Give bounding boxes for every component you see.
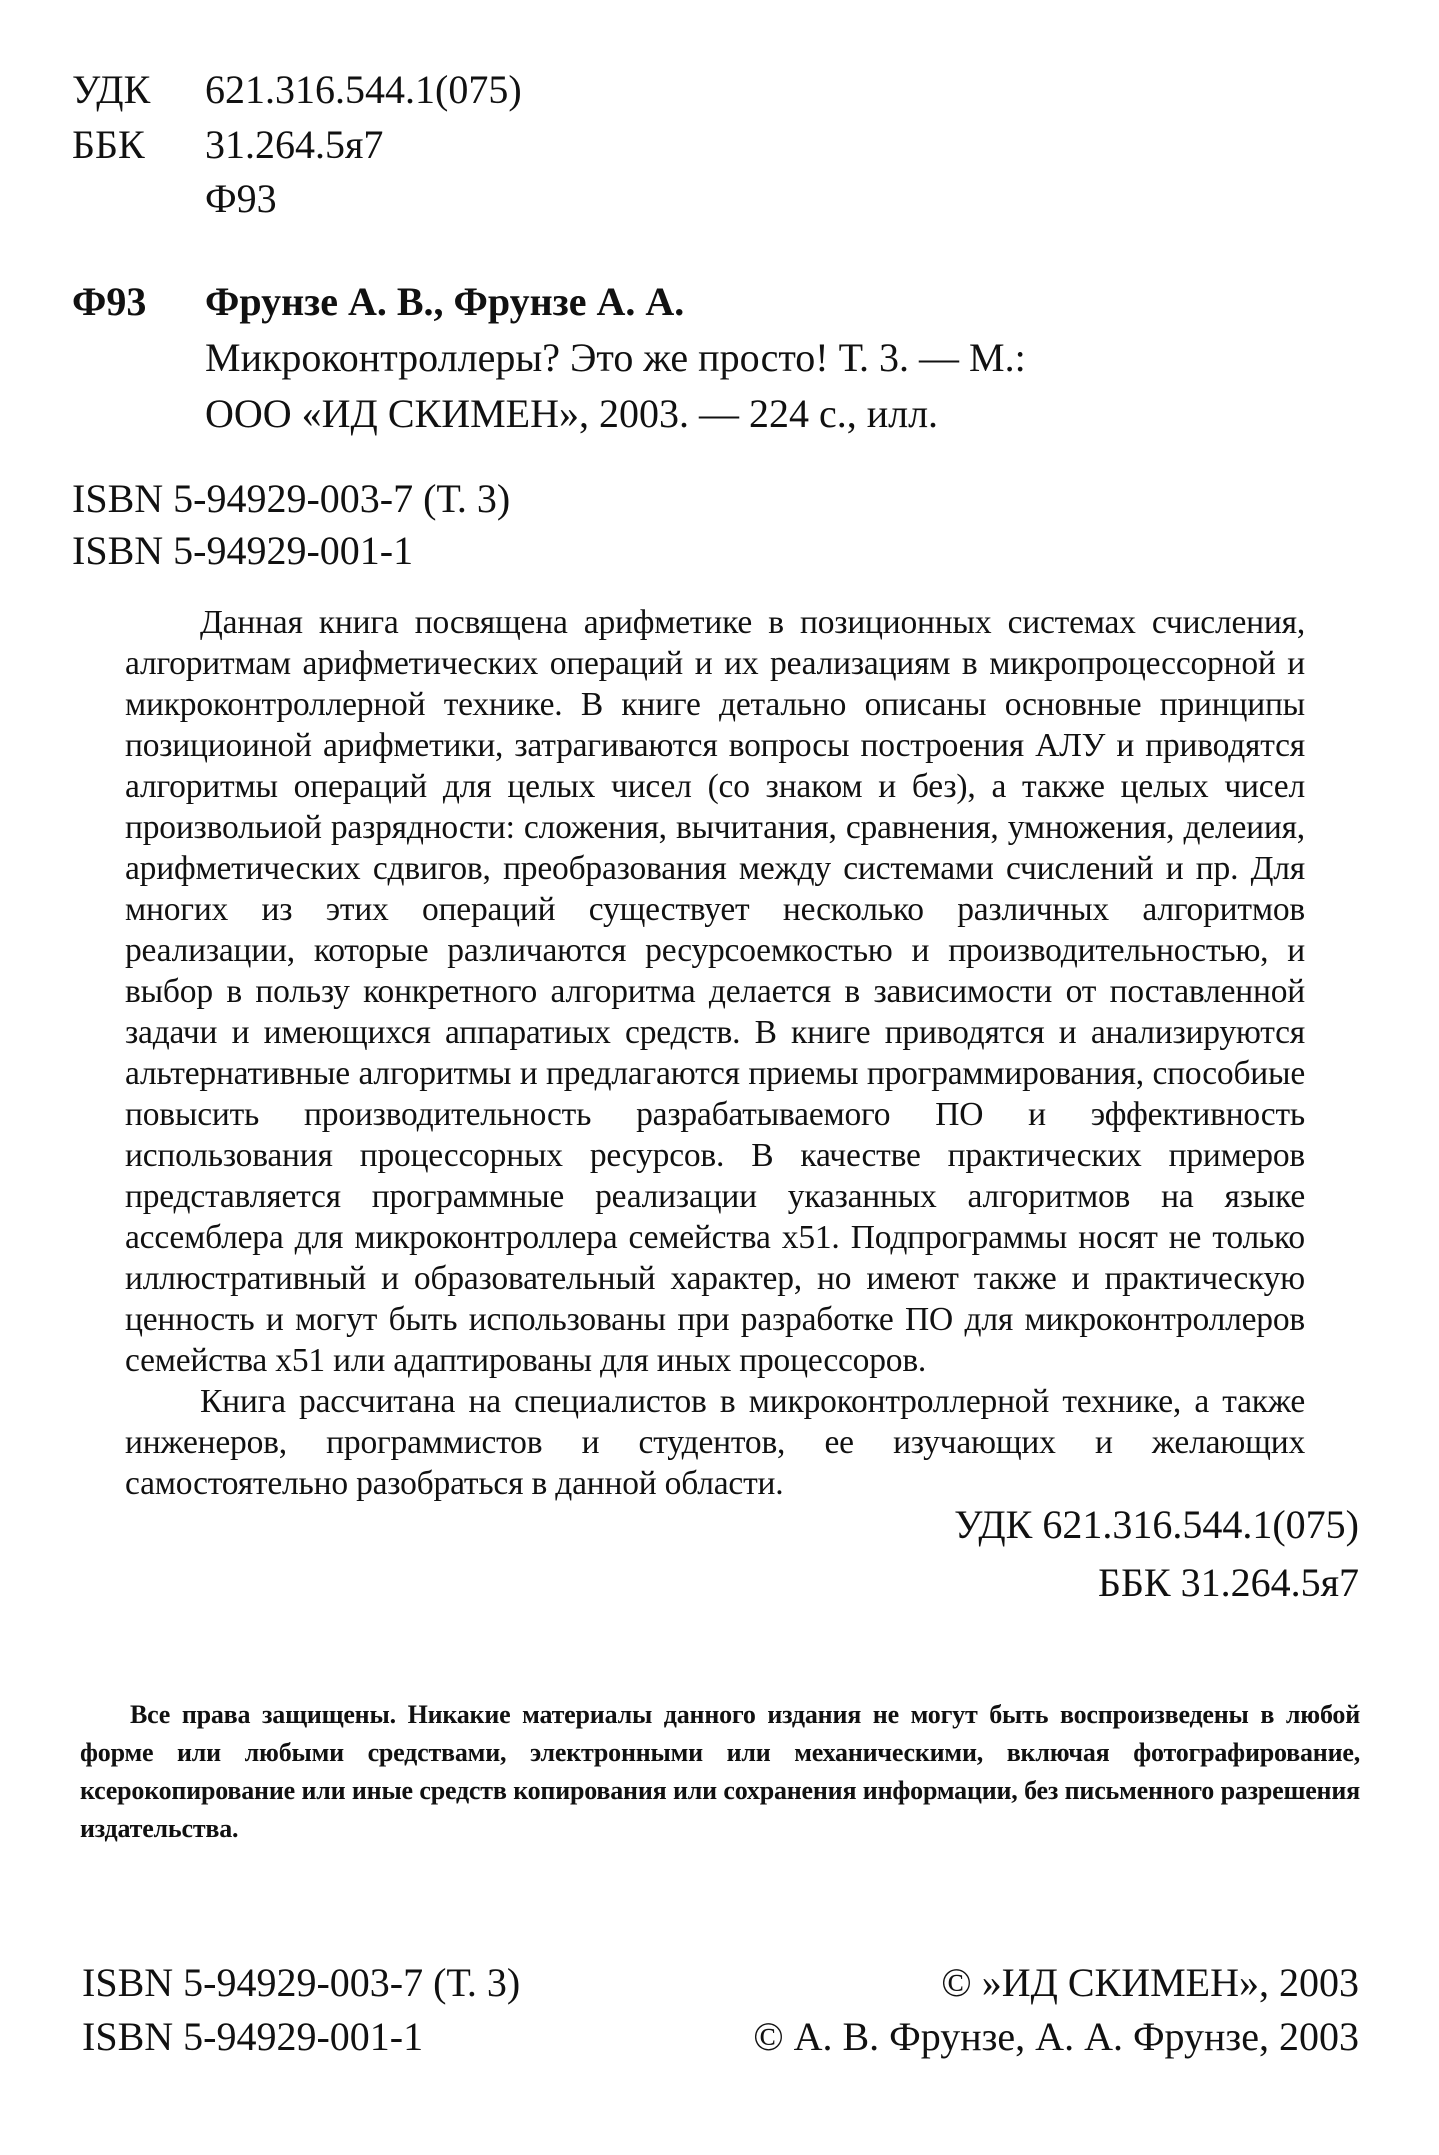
book-title-line: Микроконтроллеры? Это же просто! Т. 3. — М.:	[205, 335, 1026, 380]
footer-isbn	[82, 1956, 520, 2064]
footer-isbn-volume: ISBN 5-94929-003-7 (Т. 3)	[82, 1960, 521, 2005]
author-mark-header: Ф93	[205, 176, 277, 221]
udk-value: 621.316.544.1(075)	[205, 67, 522, 112]
abstract	[125, 602, 1305, 1504]
bbk-right: ББК 31.264.5я7	[1097, 1560, 1359, 1605]
authors: Фрунзе А. В., Фрунзе А. А.	[205, 279, 685, 324]
copyright-publisher: © »ИД СКИМЕН», 2003	[941, 1960, 1359, 2005]
footer-copyright	[753, 1956, 1359, 2064]
rights-notice: Все права защищены. Никакие материалы данного издания не могут быть воспроизведены в любой форме или любыми средствами, электронными или механическими, включая фотографирование, ксерокопирование или иные средств копирования или сохранения информации, без письменного разрешения издательства.	[80, 1700, 1360, 1843]
bbk-value: 31.264.5я7	[205, 122, 384, 167]
bbk-label: ББК	[72, 122, 145, 167]
footer-isbn-set: ISBN 5-94929-001-1	[82, 2014, 424, 2059]
udk-label: УДК	[72, 67, 151, 112]
abstract-paragraph-1: Данная книга посвящена арифметике в позиционных системах счисления, алгоритмам арифметических операций и их реализациям в микропроцессорной и микроконтроллерной технике. В книге детально описаны основные принципы позициоиной арифметики, затрагиваются вопросы построения АЛУ и приводятся алгоритмы операций для целых чисел (со знаком и без), а также целых чисел произвольиой разрядности: сложения, вычитания, сравнения, умножения, делеиия, арифметических сдвигов, преобразования между системами счислений и пр. Для многих из этих операций существует несколько различных алгоритмов реализации, которые различаются ресурсоемкостью и производительностью, и выбор в пользу конкретного алгоритма делается в зависимости от поставленной задачи и имеющихся аппаратиых средств. В книге приводятся и анализируются альтернативные алгоритмы и предлагаются приемы программирования, способиые повысить производительность разрабатываемого ПО и эффективность использования процессорных ресурсов. В качестве практических примеров представляется программные реализации указанных алгоритмов на языке ассемблера для микроконтроллера семейства x51. Подпрограммы носят не только иллюстративный и образовательный характер, но имеют также и практическую ценность и могут быть использованы при разработке ПО для микроконтроллеров семейства x51 или адаптированы для иных процессоров.	[125, 604, 1305, 1379]
classification-right	[954, 1496, 1359, 1612]
author-mark: Ф93	[72, 279, 147, 324]
abstract-paragraph-2: Книга рассчитана на специалистов в микроконтроллерной технике, а также инженеров, программистов и студентов, ее изучающих и желающих самостоятельно разобраться в данной области.	[125, 1383, 1305, 1502]
copyright-authors: © А. В. Фрунзе, А. А. Фрунзе, 2003	[753, 2014, 1359, 2059]
udk-right: УДК 621.316.544.1(075)	[954, 1502, 1359, 1547]
isbn-set-top: ISBN 5-94929-001-1	[72, 528, 414, 573]
publisher-line: ООО «ИД СКИМЕН», 2003. — 224 с., илл.	[205, 391, 939, 436]
isbn-volume-top: ISBN 5-94929-003-7 (Т. 3)	[72, 476, 511, 521]
